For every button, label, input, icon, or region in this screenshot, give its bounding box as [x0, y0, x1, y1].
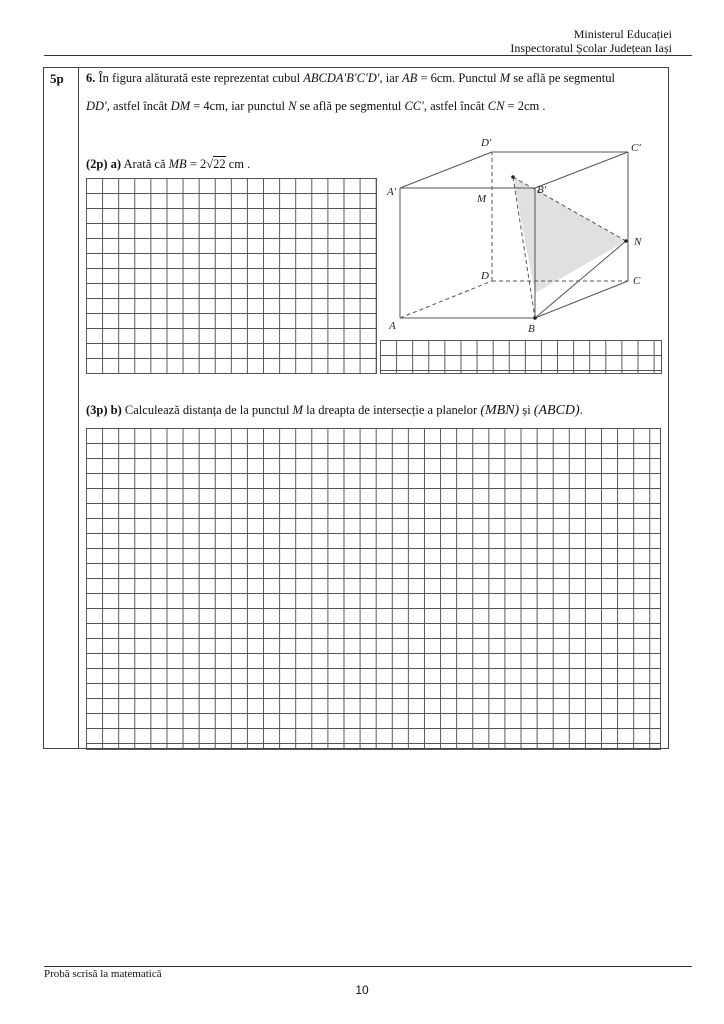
label-c: C — [633, 275, 641, 287]
point-n-dot — [624, 239, 628, 243]
problem-number: 6. — [86, 71, 96, 85]
part-b-text: Calculează distanța de la punctul — [124, 403, 290, 417]
segment-cc: CC′ — [404, 99, 424, 113]
mb-equals: = 2 — [189, 157, 207, 171]
answer-grid-part-b[interactable] — [86, 428, 661, 750]
footer-exam-title: Probă scrisă la matematică — [44, 968, 162, 980]
header-inspectorate: Inspectoratul Școlar Județean Iași — [510, 41, 672, 55]
statement-text: se află pe segmentul — [299, 99, 402, 113]
segment-mb: MB — [168, 157, 187, 171]
part-a-points: (2p) a) — [86, 157, 122, 171]
point-m-dot — [511, 175, 515, 179]
part-b-points: (3p) b) — [86, 403, 122, 417]
segment-cn: CN — [487, 99, 505, 113]
header-ministry: Ministerul Educației — [573, 27, 672, 41]
part-a-statement — [86, 157, 250, 172]
mb-unit: cm . — [228, 157, 251, 171]
sqrt-sign: √ — [206, 157, 214, 171]
point-m: M — [499, 71, 511, 85]
statement-text: , astfel încât — [106, 99, 168, 113]
problem-statement-line2 — [86, 99, 546, 114]
problem-points: 5p — [50, 71, 64, 86]
dm-value: = 4cm — [193, 99, 225, 113]
header-rule — [44, 55, 692, 56]
footer-rule — [44, 966, 692, 967]
point-m-ref: M — [292, 403, 303, 417]
point-n: N — [288, 99, 297, 113]
label-b1: B′ — [537, 184, 547, 196]
points-column-divider — [78, 67, 79, 749]
part-b-statement — [86, 403, 583, 419]
statement-text: , iar punctul — [224, 99, 286, 113]
sqrt-radicand: 22 — [213, 157, 226, 171]
cube-figure — [380, 130, 660, 340]
sentence-end: . — [579, 403, 583, 417]
plane-abcd: (ABCD) — [533, 403, 580, 418]
page-number: 10 — [355, 983, 369, 997]
segment-dm: DM — [170, 99, 191, 113]
statement-text: . Punctul — [452, 71, 497, 85]
statement-text: , iar — [379, 71, 399, 85]
point-b-dot — [533, 316, 537, 320]
segment-ab: AB — [402, 71, 418, 85]
plane-mbn: (MBN) — [480, 403, 520, 418]
part-a-text: Arată că — [123, 157, 166, 171]
label-m: M — [477, 193, 487, 205]
edge-ad — [400, 281, 492, 318]
label-d1: D′ — [481, 137, 492, 149]
answer-grid-part-a[interactable] — [86, 178, 377, 374]
label-d: D — [481, 270, 489, 282]
label-a: A — [389, 320, 396, 332]
statement-text: se află pe segmentul — [513, 71, 615, 85]
statement-text: , astfel încât — [423, 99, 485, 113]
answer-grid-part-a-under-figure[interactable] — [380, 340, 662, 374]
label-b: B — [528, 323, 535, 335]
part-b-text: la dreapta de intersecție a planelor — [306, 403, 478, 417]
cube-name: ABCDA′B′C′D′ — [303, 71, 380, 85]
statement-text: În figura alăturată este reprezentat cubul — [98, 71, 301, 85]
label-a1: A′ — [387, 186, 397, 198]
problem-statement-line1 — [86, 71, 615, 86]
label-c1: C′ — [631, 142, 641, 154]
ab-value: = 6cm — [420, 71, 453, 85]
conjunction: și — [522, 403, 531, 417]
segment-dd: DD′ — [86, 99, 107, 113]
triangle-mbn — [513, 177, 626, 293]
edge-bc — [535, 281, 628, 318]
edge-a1d1 — [400, 152, 492, 188]
cn-value: = 2cm . — [507, 99, 546, 113]
edge-b1c1 — [535, 152, 628, 188]
label-n: N — [634, 236, 642, 248]
